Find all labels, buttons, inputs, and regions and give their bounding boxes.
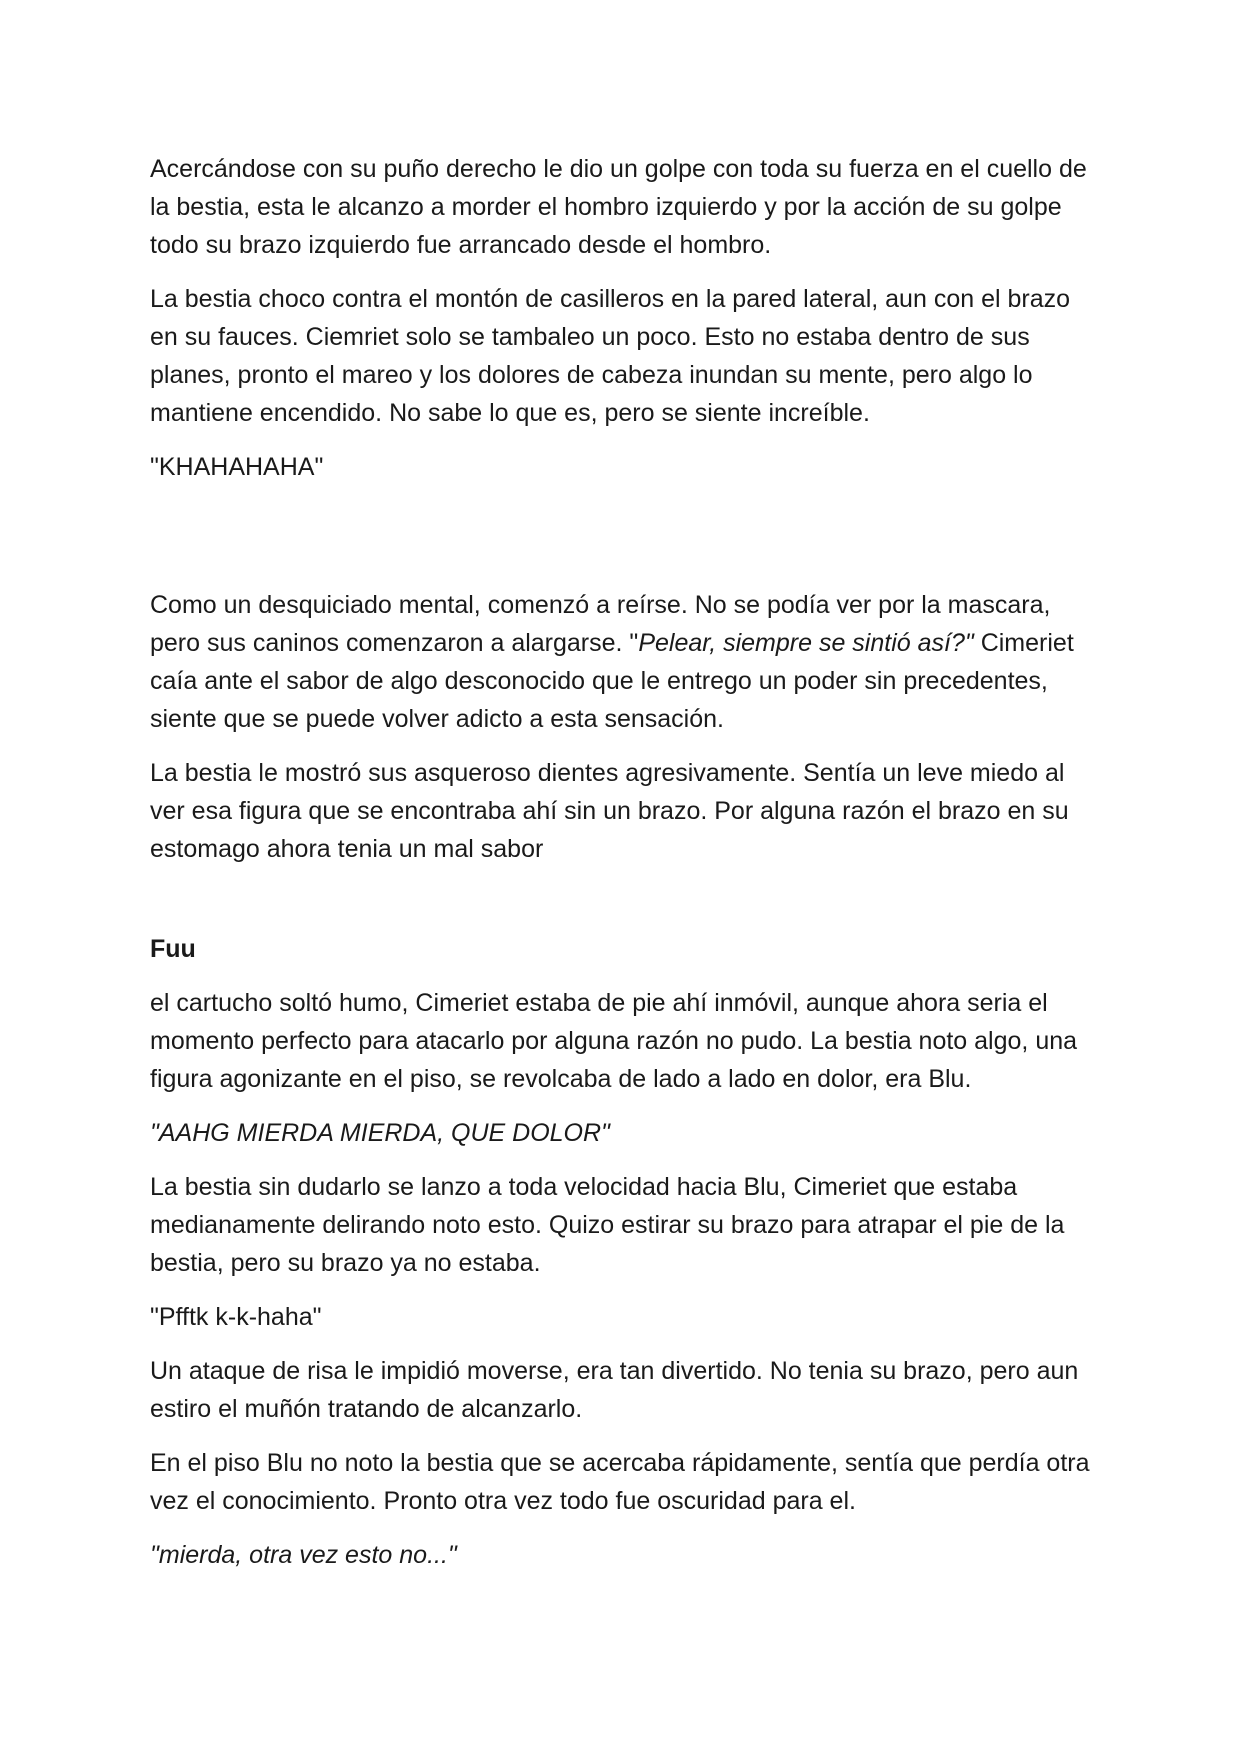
paragraph-6: el cartucho soltó humo, Cimeriet estaba de pie ahí inmóvil, aunque ahora seria el momento perfecto para atacarlo por alguna razón no pudo. La bestia noto algo, una figura agonizante en el piso, se revolcaba de lado a lado en dolor, era Blu. [150, 989, 1078, 1093]
paragraph-7: "AAHG MIERDA MIERDA, QUE DOLOR" [150, 1119, 610, 1147]
paragraph-4-start: Como un desquiciado mental, comenzó a reírse. No se podía ver por la mascara, pero sus caninos comenzaron a alargarse. " [150, 591, 1051, 657]
paragraph-1: Acercándose con su puño derecho le dio un golpe con toda su fuerza en el cuello de la bestia, esta le alcanzo a morder el hombro izquierdo y por la acción de su golpe todo su brazo izquierdo fue arrancado desde el hombro. [150, 155, 1087, 259]
paragraph-4-end: Cimeriet caía ante el sabor de algo desconocido que le entrego un poder sin precedentes, siente que se puede volver adicto a esta sensación. [150, 629, 1074, 733]
paragraph-8: La bestia sin dudarlo se lanzo a toda velocidad hacia Blu, Cimeriet que estaba medianamente delirando noto esto. Quizo estirar su brazo para atrapar el pie de la bestia, pero su brazo ya no estaba. [150, 1173, 1065, 1277]
paragraph-2: La bestia choco contra el montón de casilleros en la pared lateral, aun con el brazo en su fauces. Ciemriet solo se tambaleo un poco. Esto no estaba dentro de sus planes, pronto el mareo y los dolores de cabeza inundan su mente, pero algo lo mantiene encendido. No sabe lo que es, pero se siente increíble. [150, 285, 1071, 427]
paragraph-11: En el piso Blu no noto la bestia que se acercaba rápidamente, sentía que perdía otra vez el conocimiento. Pronto otra vez todo fue oscuridad para el. [150, 1449, 1090, 1515]
paragraph-4-italic: Pelear, siempre se sintió así?" [638, 629, 974, 657]
section-heading: Fuu [150, 935, 196, 963]
document-page [150, 150, 1100, 1590]
paragraph-5: La bestia le mostró sus asqueroso dientes agresivamente. Sentía un leve miedo al ver esa figura que se encontraba ahí sin un brazo. Por alguna razón el brazo en su estomago ahora tenia un mal sabor [150, 759, 1069, 863]
paragraph-4 [150, 586, 1100, 738]
paragraph-9: "Pfftk k-k-haha" [150, 1303, 322, 1331]
paragraph-12: "mierda, otra vez esto no..." [150, 1541, 457, 1569]
paragraph-3: "KHAHAHAHA" [150, 453, 324, 481]
paragraph-10: Un ataque de risa le impidió moverse, era tan divertido. No tenia su brazo, pero aun estiro el muñón tratando de alcanzarlo. [150, 1357, 1079, 1423]
